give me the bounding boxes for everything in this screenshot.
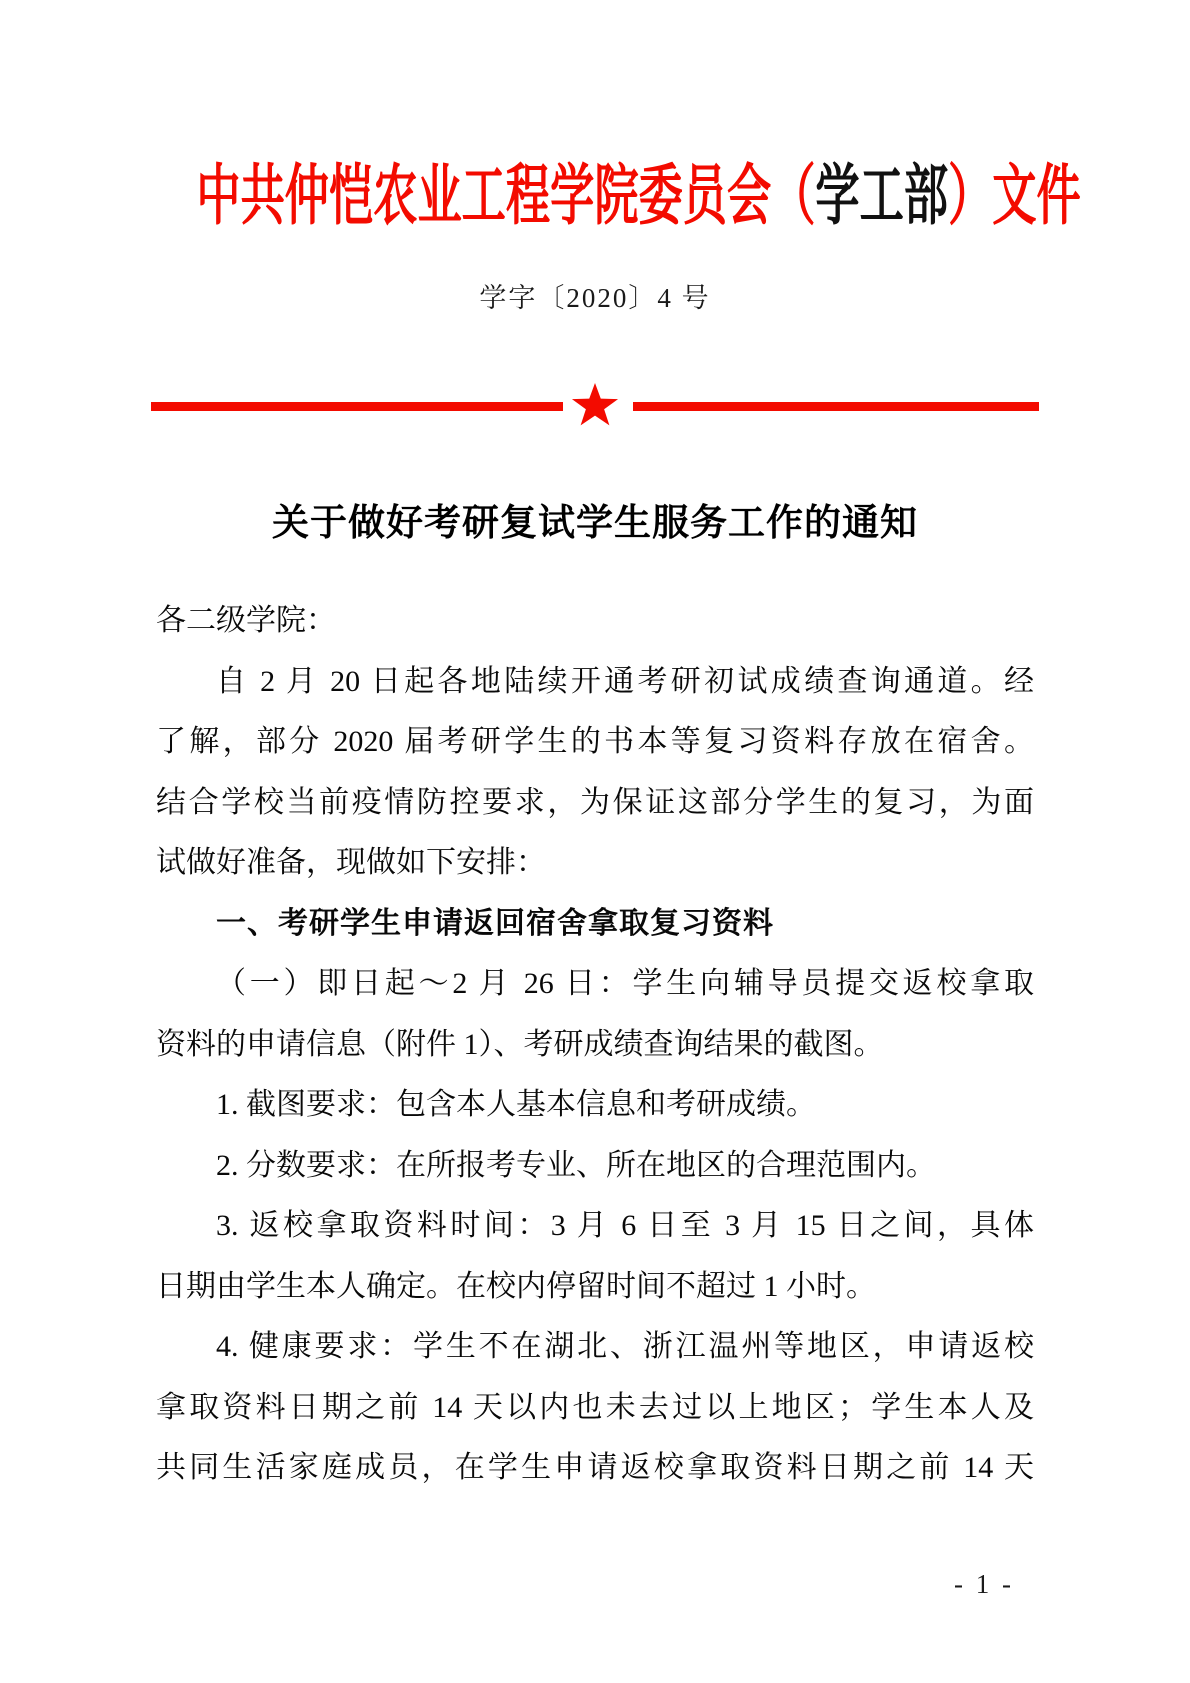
body-line: （一）即日起～2 月 26 日：学生向辅导员提交返校拿取 bbox=[216, 967, 1034, 1000]
star-icon bbox=[571, 383, 619, 429]
document-title: 关于做好考研复试学生服务工作的通知 bbox=[272, 503, 918, 544]
body-line: 了解，部分 2020 届考研学生的书本等复习资料存放在宿舍。 bbox=[156, 725, 1034, 758]
body-line: 各二级学院： bbox=[156, 604, 336, 637]
document-body bbox=[156, 591, 1034, 1499]
body-line: 自 2 月 20 日起各地陆续开通考研初试成绩查询通道。经 bbox=[216, 664, 1034, 698]
letterhead-red-right: ）文件 bbox=[948, 160, 1081, 233]
letterhead-red-left: 中共仲恺农业工程学院委员会（ bbox=[196, 160, 816, 233]
body-line: 4. 健康要求：学生不在湖北、浙江温州等地区，申请返校 bbox=[216, 1330, 1034, 1363]
body-line: 日期由学生本人确定。在校内停留时间不超过 1 小时。 bbox=[156, 1269, 876, 1303]
body-line: 拿取资料日期之前 14 天以内也未去过以上地区；学生本人及 bbox=[156, 1390, 1034, 1424]
body-line: 2. 分数要求：在所报考专业、所在地区的合理范围内。 bbox=[216, 1148, 936, 1182]
document-number: 学字〔2020〕4 号 bbox=[479, 283, 711, 313]
body-line: 结合学校当前疫情防控要求，为保证这部分学生的复习，为面 bbox=[156, 785, 1034, 819]
red-rule-divider bbox=[151, 402, 1039, 411]
body-line: 共同生活家庭成员，在学生申请返校拿取资料日期之前 14 天 bbox=[156, 1451, 1034, 1484]
body-line: 1. 截图要求：包含本人基本信息和考研成绩。 bbox=[216, 1088, 816, 1121]
body-line: 试做好准备，现做如下安排： bbox=[156, 846, 546, 879]
page-number: - 1 - bbox=[954, 1569, 1014, 1599]
body-line: 资料的申请信息（附件 1）、考研成绩查询结果的截图。 bbox=[156, 1027, 884, 1061]
letterhead-black-dept: 学工部 bbox=[815, 160, 949, 233]
body-line: 3. 返校拿取资料时间：3 月 6 日至 3 月 15 日之间，具体 bbox=[216, 1209, 1034, 1242]
red-rule-left-segment bbox=[151, 402, 563, 411]
letterhead-title bbox=[196, 158, 1081, 236]
body-section-heading: 一、考研学生申请返回宿舍拿取复习资料 bbox=[216, 906, 774, 940]
red-rule-right-segment bbox=[633, 402, 1039, 411]
